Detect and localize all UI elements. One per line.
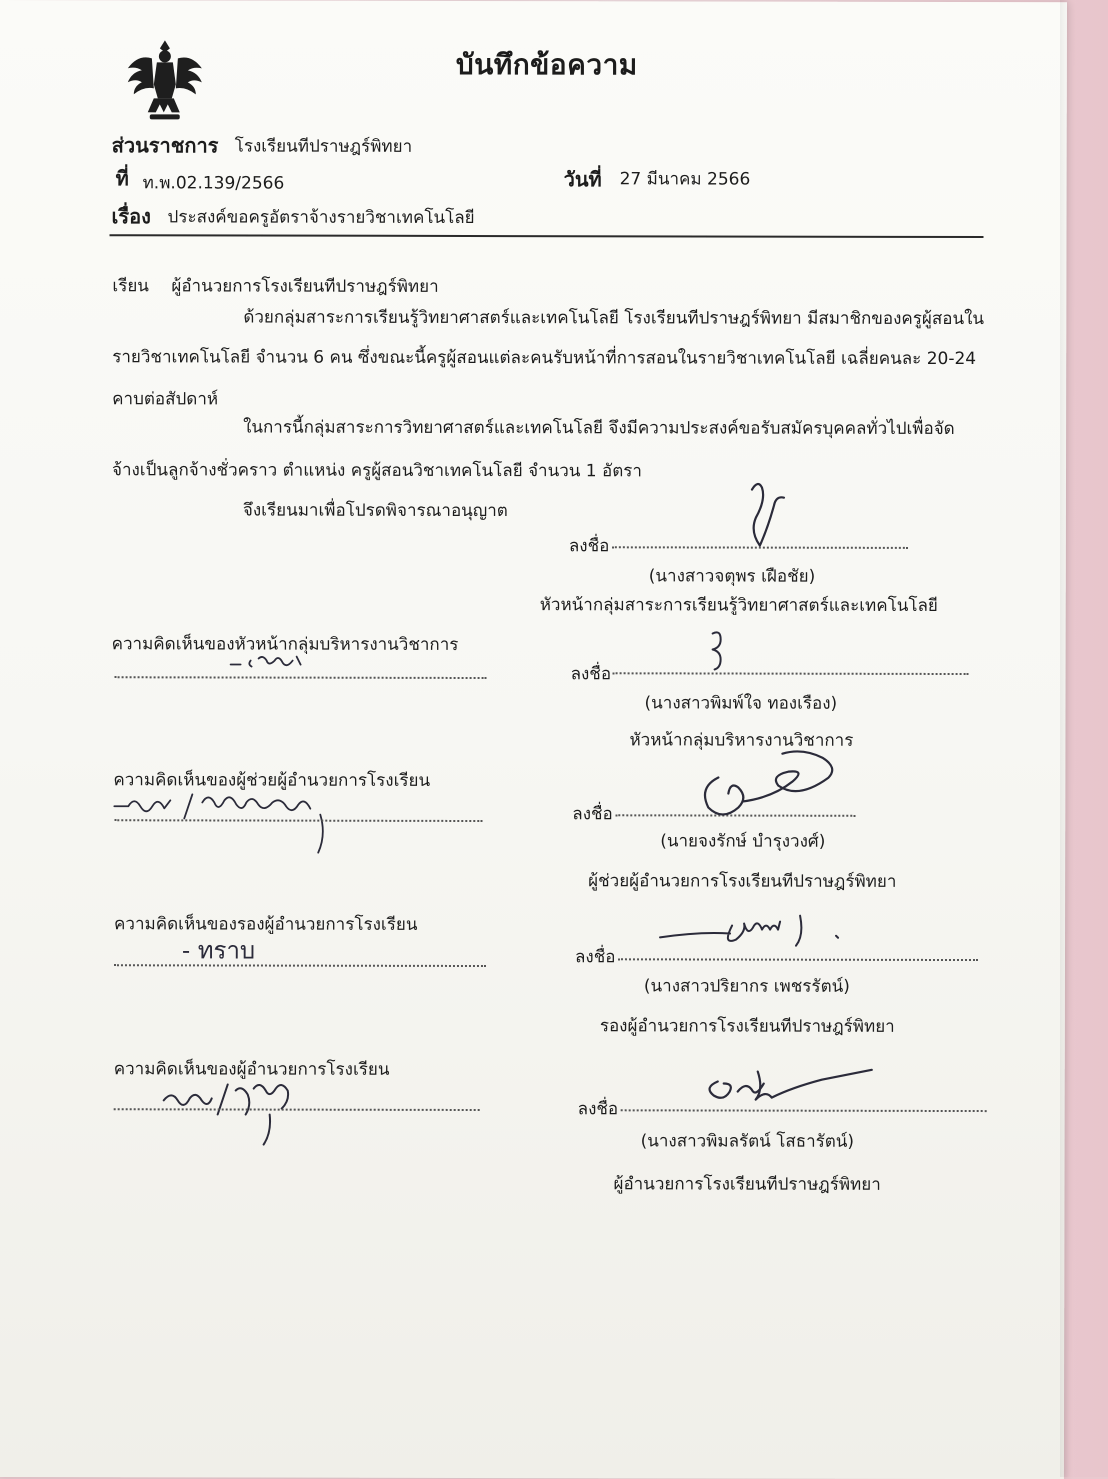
date-label: วันที่ bbox=[564, 163, 602, 195]
signer-1-name: (นางสาวจตุพร เฝือชัย) bbox=[649, 562, 815, 589]
to-label: เรียน bbox=[112, 272, 149, 299]
signature-3-icon bbox=[688, 741, 868, 825]
opinion-1-label: ความคิดเห็นของหัวหน้ากลุ่มบริหารงานวิชาการ bbox=[112, 630, 459, 658]
sign-label-2: ลงชื่อ bbox=[571, 660, 612, 687]
opinion-2-label: ความคิดเห็นของผู้ช่วยผู้อำนวยการโรงเรียน bbox=[113, 766, 430, 794]
signature-2-icon bbox=[699, 627, 739, 675]
sign-label-4: ลงชื่อ bbox=[575, 943, 616, 970]
signer-4-name: (นางสาวปริยากร เพชรรัตน์) bbox=[644, 972, 850, 999]
garuda-emblem-icon bbox=[124, 38, 206, 126]
agency-value: โรงเรียนทีปราษฎร์พิทยา bbox=[235, 132, 412, 159]
body-p1-line1: ด้วยกลุ่มสาระการเรียนรู้วิทยาศาสตร์และเทคโนโลยี โรงเรียนทีปราษฎร์พิทยา มีสมาชิกของครูผู้สอนใน bbox=[243, 304, 984, 333]
ref-label: ที่ bbox=[116, 162, 129, 194]
subject-label: เรื่อง bbox=[112, 200, 151, 232]
signer-2-title: หัวหน้ากลุ่มบริหารงานวิชาการ bbox=[629, 726, 853, 753]
signature-1-icon bbox=[734, 478, 794, 562]
ref-value: ท.พ.02.139/2566 bbox=[143, 169, 285, 196]
opinion-2-handwriting bbox=[110, 788, 400, 863]
to-value: ผู้อำนวยการโรงเรียนทีปราษฎร์พิทยา bbox=[171, 272, 438, 300]
paper-edge-shadow bbox=[1060, 0, 1070, 1477]
opinion-3-label: ความคิดเห็นของรองผู้อำนวยการโรงเรียน bbox=[114, 910, 417, 938]
date-value: 27 มีนาคม 2566 bbox=[620, 165, 751, 192]
subject-value: ประสงค์ขอครูอัตราจ้างรายวิชาเทคโนโลยี bbox=[168, 203, 475, 231]
signer-3-name: (นายจงรักษ์ บำรุงวงศ์) bbox=[660, 827, 825, 854]
body-p1-line3: คาบต่อสัปดาห์ bbox=[112, 385, 218, 412]
opinion-4-label: ความคิดเห็นของผู้อำนวยการโรงเรียน bbox=[114, 1055, 390, 1083]
body-p2-line2: จ้างเป็นลูกจ้างชั่วคราว ตำแหน่ง ครูผู้สอนวิชาเทคโนโลยี จำนวน 1 อัตรา bbox=[112, 456, 642, 484]
signer-3-title: ผู้ช่วยผู้อำนวยการโรงเรียนทีปราษฎร์พิทยา bbox=[588, 867, 896, 895]
opinion-4-handwriting bbox=[158, 1074, 338, 1158]
signer-4-title: รองผู้อำนวยการโรงเรียนทีปราษฎร์พิทยา bbox=[600, 1012, 895, 1040]
sign-label-1: ลงชื่อ bbox=[569, 532, 610, 559]
sign-label-5: ลงชื่อ bbox=[578, 1095, 619, 1122]
signer-5-name: (นางสาวพิมลรัตน์ โสธารัตน์) bbox=[641, 1127, 855, 1154]
signer-2-name: (นางสาวพิมพ์ใจ ทองเรือง) bbox=[645, 689, 838, 716]
opinion-3-handwriting: - ทราบ bbox=[182, 930, 255, 969]
header-divider bbox=[110, 234, 984, 238]
memo-title: บันทึกข้อความ bbox=[456, 43, 638, 87]
signer-1-title: หัวหน้ากลุ่มสาระการเรียนรู้วิทยาศาสตร์และเทคโนโลยี bbox=[540, 591, 938, 619]
opinion-1-line bbox=[115, 676, 487, 679]
opinion-3-line bbox=[114, 964, 486, 967]
agency-label: ส่วนราชการ bbox=[112, 129, 219, 161]
signature-5-icon bbox=[698, 1061, 908, 1115]
body-p2-line1: ในการนี้กลุ่มสาระการวิทยาศาสตร์และเทคโนโลยี จึงมีความประสงค์ขอรับสมัครบุคคลทั่วไปเพื่อจัด bbox=[243, 414, 955, 442]
body-p1-line2: รายวิชาเทคโนโลยี จำนวน 6 คน ซึ่งขณะนี้ครูผู้สอนแต่ละคนรับหน้าที่การสอนในรายวิชาเทคโนโลยี เฉลี่ยคนละ 20-24 bbox=[112, 343, 976, 372]
signer-5-title: ผู้อำนวยการโรงเรียนทีปราษฎร์พิทยา bbox=[613, 1170, 880, 1198]
sign-line-2 bbox=[613, 672, 969, 675]
sign-label-3: ลงชื่อ bbox=[572, 800, 613, 827]
signature-4-icon bbox=[654, 907, 854, 961]
body-p3-line1: จึงเรียนมาเพื่อโปรดพิจารณาอนุญาต bbox=[243, 497, 508, 525]
